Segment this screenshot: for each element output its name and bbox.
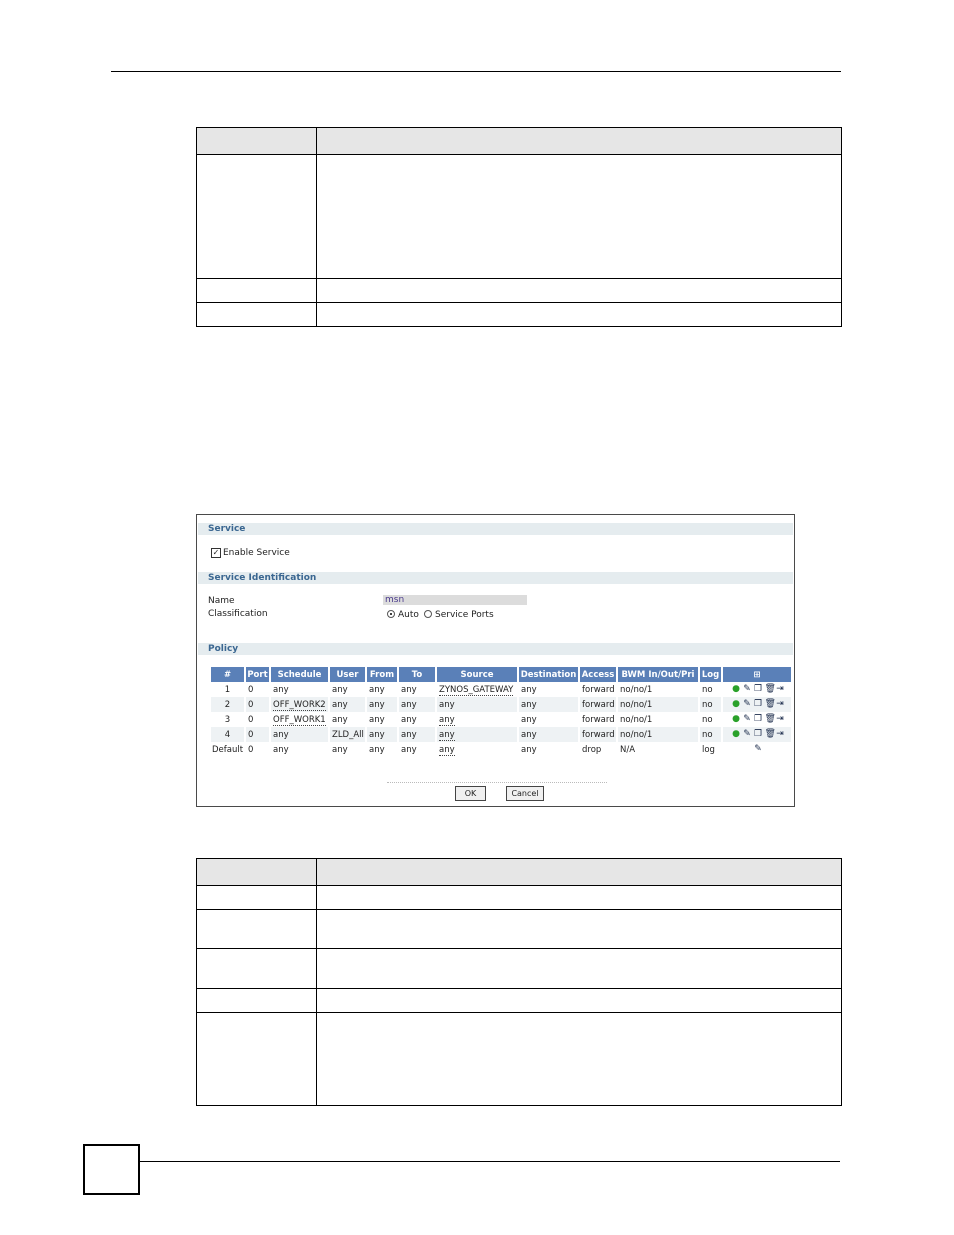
col-header-destination[interactable]: Destination: [518, 667, 579, 682]
col-header-port[interactable]: Port: [245, 667, 270, 682]
bulb-icon[interactable]: ●: [732, 699, 740, 709]
doc-table-bottom: [196, 858, 842, 1106]
name-input[interactable]: msn: [383, 595, 527, 605]
move-icon[interactable]: ⇥: [776, 699, 784, 709]
col-header-user[interactable]: User: [329, 667, 366, 682]
name-label: Name: [208, 596, 235, 606]
table-row: Default 0 any any any any any any drop N/A log ✎: [211, 742, 792, 757]
policy-table: [211, 667, 793, 757]
delete-icon[interactable]: 🗑: [764, 699, 776, 709]
col-header-source[interactable]: Source: [436, 667, 518, 682]
ok-button[interactable]: OK: [455, 786, 486, 801]
edit-icon[interactable]: ✎: [754, 744, 762, 754]
cancel-button[interactable]: Cancel: [506, 786, 544, 801]
col-header-access[interactable]: Access: [579, 667, 617, 682]
table-row: 2 0 OFF_WORK2 any any any any any forward no/no/1 no ● ✎ ❐ 🗑 ⇥: [211, 697, 792, 712]
copy-icon[interactable]: ❐: [753, 729, 763, 739]
col-header-log[interactable]: Log: [699, 667, 722, 682]
delete-icon[interactable]: 🗑: [764, 714, 776, 724]
delete-icon[interactable]: 🗑: [764, 684, 776, 694]
bulb-icon[interactable]: ●: [732, 729, 740, 739]
table-row: 1 0 any any any any ZYNOS_GATEWAY any forward no/no/1 no ● ✎ ❐ 🗑 ⇥: [211, 682, 792, 697]
delete-icon[interactable]: 🗑: [764, 729, 776, 739]
edit-icon[interactable]: ✎: [743, 729, 751, 739]
enable-service-checkbox[interactable]: ✓: [212, 548, 220, 557]
move-icon[interactable]: ⇥: [776, 714, 784, 724]
table-row: 3 0 OFF_WORK1 any any any any any forward no/no/1 no ● ✎ ❐ 🗑 ⇥: [211, 712, 792, 727]
bulb-icon[interactable]: ●: [732, 714, 740, 724]
move-icon[interactable]: ⇥: [776, 729, 784, 739]
header-rule: [111, 71, 841, 72]
page-number-box: [83, 1144, 140, 1195]
col-header-from[interactable]: From: [366, 667, 398, 682]
service-edit-panel: [196, 514, 795, 807]
radio-service-ports-label: Service Ports: [435, 610, 494, 620]
radio-auto[interactable]: [387, 610, 395, 618]
add-icon[interactable]: ⊞: [722, 667, 792, 682]
classification-label: Classification: [208, 609, 268, 619]
radio-service-ports[interactable]: [424, 610, 432, 618]
col-header-schedule[interactable]: Schedule: [270, 667, 329, 682]
footer-rule: [140, 1161, 840, 1162]
policy-section-header: Policy: [198, 643, 793, 655]
edit-icon[interactable]: ✎: [743, 714, 751, 724]
copy-icon[interactable]: ❐: [753, 714, 763, 724]
bulb-icon[interactable]: ●: [732, 684, 740, 694]
service-identification-header: Service Identification: [198, 572, 793, 584]
table-row: 4 0 any ZLD_All any any any any forward no/no/1 no ● ✎ ❐ 🗑 ⇥: [211, 727, 792, 742]
edit-icon[interactable]: ✎: [743, 699, 751, 709]
copy-icon[interactable]: ❐: [753, 684, 763, 694]
enable-service-label: Enable Service: [223, 548, 290, 558]
service-section-header: Service: [198, 523, 793, 535]
edit-icon[interactable]: ✎: [743, 684, 751, 694]
copy-icon[interactable]: ❐: [753, 699, 763, 709]
radio-auto-label: Auto: [398, 610, 419, 620]
col-header-bwm[interactable]: BWM In/Out/Pri: [617, 667, 699, 682]
col-header-num[interactable]: #: [211, 667, 245, 682]
col-header-to[interactable]: To: [398, 667, 436, 682]
divider: [387, 782, 607, 783]
doc-table-top: [196, 127, 842, 327]
move-icon[interactable]: ⇥: [776, 684, 784, 694]
